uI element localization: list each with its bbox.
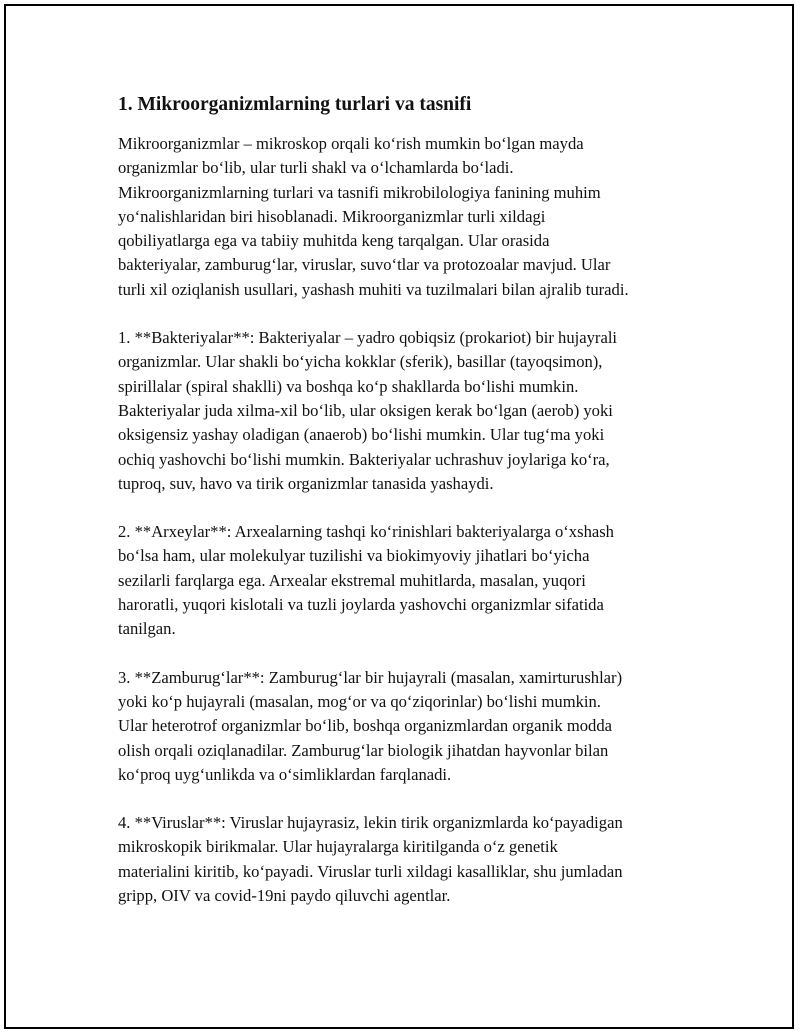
text-line: 2. **Arxeylar**: Arxealarning tashqi ko‘rinishlari bakteriyalarga o‘xshash: [118, 522, 614, 542]
text-line: tuproq, suv, havo va tirik organizmlar tanasida yashaydi.: [118, 473, 494, 493]
text-line: qobiliyatlarga ega va tabiiy muhitda keng tarqalgan. Ular orasida: [118, 231, 550, 251]
text-line: Mikroorganizmlarning turlari va tasnifi mikrobilologiya fanining muhim: [118, 182, 601, 202]
intro-paragraph: [118, 132, 698, 302]
viruses-paragraph: [118, 811, 698, 908]
text-line: Mikroorganizmlar – mikroskop orqali ko‘rish mumkin bo‘lgan mayda: [118, 134, 584, 153]
text-line: materialini kiritib, ko‘payadi. Viruslar turli xildagi kasalliklar, shu jumladan: [118, 861, 623, 881]
text-line: mikroskopik birikmalar. Ular hujayralarga kiritilganda o‘z genetik: [118, 837, 558, 857]
text-line: spirillalar (spiral shaklli) va boshqa ko‘p shakllarda bo‘lishi mumkin.: [118, 376, 579, 396]
text-line: organizmlar bo‘lib, ular turli shakl va o‘lchamlarda bo‘ladi.: [118, 158, 514, 178]
text-line: 4. **Viruslar**: Viruslar hujayrasiz, lekin tirik organizmlarda ko‘payadigan: [118, 813, 623, 833]
text-line: sezilarli farqlarga ega. Arxealar ekstremal muhitlarda, masalan, yuqori: [118, 570, 586, 590]
text-line: oksigensiz yashay oladigan (anaerob) bo‘lishi mumkin. Ular tug‘ma yoki: [118, 425, 605, 445]
text-line: turli xil oziqlanish usullari, yashash muhiti va tuzilmalari bilan ajralib turadi.: [118, 279, 629, 299]
text-line: ochiq yashovchi bo‘lishi mumkin. Bakteriyalar uchrashuv joylariga ko‘ra,: [118, 449, 610, 469]
text-line: bakteriyalar, zamburug‘lar, viruslar, suvo‘tlar va protozoalar mavjud. Ular: [118, 255, 611, 275]
document-content: [118, 92, 698, 932]
text-line: olish orqali oziqlanadilar. Zamburug‘lar biologik jihatdan hayvonlar bilan: [118, 740, 609, 760]
section-heading: 1. Mikroorganizmlarning turlari va tasnifi: [118, 94, 472, 115]
text-line: yo‘nalishlaridan biri hisoblanadi. Mikroorganizmlar turli xildagi: [118, 206, 546, 226]
text-line: 3. **Zamburug‘lar**: Zamburug‘lar bir hujayrali (masalan, xamirturushlar): [118, 667, 623, 687]
bacteria-paragraph: [118, 326, 698, 496]
text-line: gripp, OIV va covid-19ni paydo qiluvchi agentlar.: [118, 886, 451, 906]
text-line: bo‘lsa ham, ular molekulyar tuzilishi va biokimyoviy jihatlari bo‘yicha: [118, 546, 590, 566]
text-line: yoki ko‘p hujayrali (masalan, mog‘or va qo‘ziqorinlar) bo‘lishi mumkin.: [118, 691, 601, 711]
text-line: haroratli, yuqori kislotali va tuzli joylarda yashovchi organizmlar sifatida: [118, 595, 604, 615]
text-line: Ular heterotrof organizmlar bo‘lib, boshqa organizmlardan organik modda: [118, 716, 612, 736]
text-line: ko‘proq uyg‘unlikda va o‘simliklardan farqlanadi.: [118, 764, 452, 784]
text-line: organizmlar. Ular shakli bo‘yicha kokklar (sferik), basillar (tayoqsimon),: [118, 352, 603, 372]
fungi-paragraph: [118, 666, 698, 787]
text-line: 1. **Bakteriyalar**: Bakteriyalar – yadro qobiqsiz (prokariot) bir hujayrali: [118, 328, 618, 348]
text-line: Bakteriyalar juda xilma-xil bo‘lib, ular oksigen kerak bo‘lgan (aerob) yoki: [118, 400, 613, 420]
archaea-paragraph: [118, 520, 698, 641]
text-line: tanilgan.: [118, 619, 176, 639]
